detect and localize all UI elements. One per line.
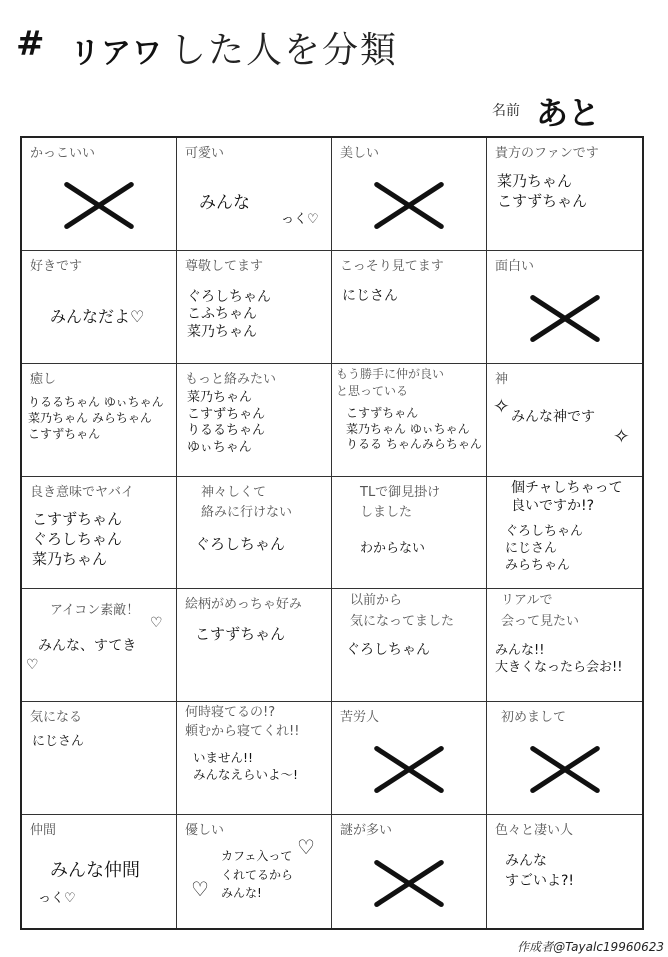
cell-label: 仲間: [30, 823, 57, 839]
cell-label: 尊敬してます: [185, 258, 264, 274]
cell-fan: [487, 138, 642, 251]
cell-nakama: [22, 815, 177, 928]
cell-answer: りるるちゃん ゆぃちゃん 菜乃ちゃん みらちゃん こすずちゃん: [28, 394, 164, 442]
cell-answer: 菜乃ちゃん こすずちゃん: [497, 172, 588, 210]
cell-kougoushii: [177, 477, 332, 590]
cell-answer: にじさん: [342, 287, 398, 304]
cell-icon: [22, 589, 177, 702]
cell-nenai: [177, 702, 332, 815]
cell-answer: みんな: [199, 193, 250, 213]
cell-answer: こすずちゃん: [195, 625, 286, 644]
cell-nazo: [332, 815, 487, 928]
cell-iroiro: [487, 815, 642, 928]
cell-answer: みんな!! 大きくなったら会お!!: [495, 643, 623, 676]
heart-icon: ♡: [297, 835, 315, 860]
author-credit: 作成者@Tayalc19960623: [517, 940, 664, 954]
cell-yasashii: [177, 815, 332, 928]
cell-kocha: [487, 477, 642, 590]
classification-grid: [20, 136, 644, 930]
cell-label: リアルで 会って見たい: [501, 593, 580, 629]
cell-answer: こすずちゃん ぐろしちゃん 菜乃ちゃん: [32, 509, 123, 569]
cell-kami: [487, 364, 642, 477]
cell-label: 以前から 気になってました: [350, 593, 455, 629]
cell-answer: いません!! みんなえらいよ～!: [193, 750, 299, 783]
cell-label: 個チャしちゃって 良いですか!?: [511, 479, 623, 514]
cell-label: もっと絡みたい: [185, 371, 277, 387]
cell-answer: にじさん: [32, 734, 85, 750]
cell-egara: [177, 589, 332, 702]
cell-answer: ぐろしちゃん: [346, 642, 430, 659]
cell-label: 初めまして: [501, 710, 567, 726]
cell-real: [487, 589, 642, 702]
cell-kawaii: [177, 138, 332, 251]
cell-motto-karamitai: [177, 364, 332, 477]
title-hash: #: [16, 24, 45, 64]
cell-label: もう勝手に仲が良い と思っている: [336, 366, 445, 398]
cell-label: 神: [495, 371, 509, 387]
title-tag: リアワ: [70, 36, 163, 71]
cross-mark-icon: [530, 743, 600, 791]
cell-answer: みんなだよ♡: [50, 306, 145, 326]
cell-label: アイコン素敵！: [50, 603, 140, 619]
cell-answer: ぐろしちゃん: [195, 534, 286, 553]
cell-answer: みんな すごいよ?!: [505, 853, 575, 890]
sparkle-icon: ✧: [613, 423, 630, 448]
cell-label: 癒し: [30, 371, 57, 387]
cell-answer: 菜乃ちゃん こすずちゃん りるるちゃん ゆぃちゃん: [187, 389, 266, 456]
name-label: 名前: [492, 103, 520, 119]
heart-face-icon: っく♡: [38, 891, 76, 907]
cell-label: 神々しくて 絡みに行けない: [201, 484, 293, 520]
cell-tl: [332, 477, 487, 590]
cell-label: かっこいい: [30, 146, 96, 161]
cell-label: 色々と凄い人: [495, 823, 574, 839]
heart-icon: ♡: [150, 615, 163, 632]
heart-face-icon: っく♡: [281, 212, 319, 227]
cell-answer: わからない: [360, 540, 426, 556]
name-value: あと: [536, 94, 601, 132]
cell-label: 優しい: [185, 823, 225, 839]
cell-label: 好きです: [30, 258, 83, 274]
cell-label: TLで御見掛け しました: [360, 484, 441, 520]
cell-label: 気になる: [30, 710, 83, 726]
cell-answer: カフェ入って くれてるから みんな!: [221, 849, 294, 901]
cell-answer: こすずちゃん 菜乃ちゃん ゆぃちゃん りるる ちゃんみらちゃん: [346, 405, 482, 452]
cell-label: 絵柄がめっちゃ好み: [185, 597, 302, 613]
cell-hajimemashite: [487, 702, 642, 815]
cell-kininaru: [22, 702, 177, 815]
cell-kakkoii: [22, 138, 177, 251]
cell-sonkei: [177, 251, 332, 364]
cross-mark-icon: [374, 179, 444, 227]
page-title: した人を分類: [170, 30, 399, 71]
cell-answer: ぐろしちゃん にじさん みらちゃん: [505, 523, 584, 573]
cell-label: 謎が多い: [340, 823, 393, 839]
cell-kossori: [332, 251, 487, 364]
cell-nakayoshi: [332, 364, 487, 477]
cell-label: 何時寝てるの!? 頼むから寝てくれ!!: [185, 705, 300, 740]
sparkle-icon: ✧: [493, 393, 510, 418]
cross-mark-icon: [530, 292, 600, 340]
cell-label: 貴方のファンです: [495, 146, 599, 161]
cross-mark-icon: [374, 857, 444, 905]
cell-label: 良き意味でヤバイ: [30, 484, 135, 500]
cell-utsukushii: [332, 138, 487, 251]
cell-label: 可愛い: [185, 146, 225, 161]
cell-label: 苦労人: [340, 710, 380, 726]
cell-label: 面白い: [495, 258, 535, 274]
heart-icon: ♡: [191, 877, 209, 902]
cell-answer: みんな神です: [511, 408, 595, 425]
cell-izen: [332, 589, 487, 702]
cell-omoshiroi: [487, 251, 642, 364]
cell-label: 美しい: [340, 146, 380, 161]
cell-answer: みんな仲間: [50, 860, 140, 882]
cross-mark-icon: [374, 743, 444, 791]
heart-icon: ♡: [26, 657, 39, 674]
cell-yabai: [22, 477, 177, 590]
cell-answer: みんな、すてき: [38, 638, 137, 655]
cell-label: こっそり見てます: [340, 258, 444, 274]
cell-kurounin: [332, 702, 487, 815]
cross-mark-icon: [64, 179, 134, 227]
cell-suki: [22, 251, 177, 364]
cell-answer: ぐろしちゃん こふちゃん 菜乃ちゃん: [187, 288, 271, 340]
cell-iyashi: [22, 364, 177, 477]
